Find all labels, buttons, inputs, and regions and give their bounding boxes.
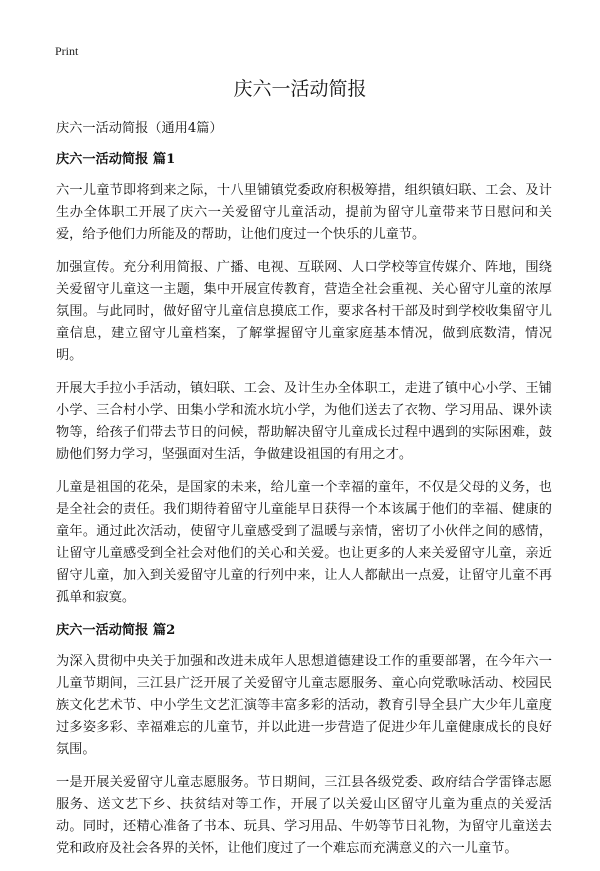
paragraph: 六一儿童节即将到来之际，十八里铺镇党委政府积极筹措，组织镇妇联、工会、及计生办全体职工开展了庆六一关爱留守儿童活动，提前为留守儿童带来节日慰问和关爱，给予他们力所能及的帮助，让他们度过一个快乐的儿童节。 [56, 183, 552, 242]
article-subtitle: 庆六一活动简报（通用4篇） [56, 121, 223, 136]
paragraph: 一是开展关爱留守儿童志愿服务。节日期间，三江县各级党委、政府结合学雷锋志愿服务、送文艺下乡、扶贫结对等工作，开展了以关爱山区留守儿童为重点的关爱活动。同时，还精心准备了书本、玩具、学习用品、牛奶等节日礼物，为留守儿童送去党和政府及社会各界的关怀，让他们度过了一个难忘而充满意义的六一儿童节。 [56, 775, 552, 856]
paragraph: 开展大手拉小手活动，镇妇联、工会、及计生办全体职工，走进了镇中心小学、王铺小学、三合村小学、田集小学和流水坑小学，为他们送去了衣物、学习用品、课外读物等，给孩子们带去节日的问候，帮助解决留守儿童成长过程中遇到的实际困难，鼓励他们努力学习，坚强面对生活，争做建设祖国的有用之才。 [56, 381, 552, 462]
section-heading: 庆六一活动简报 篇2 [56, 623, 176, 638]
section-2 [56, 620, 552, 860]
section-heading: 庆六一活动简报 篇1 [56, 152, 176, 167]
paragraph: 加强宣传。充分利用简报、广播、电视、互联网、人口学校等宣传媒介、阵地，围绕关爱留守儿童这一主题，集中开展宣传教育，营造全社会重视、关心留守儿童的浓厚氛围。与此同时，做好留守儿童信息摸底工作，要求各村干部及时到学校收集留守儿童信息，建立留守儿童档案，了解掌握留守儿童家庭基本情况，做到底数清，情况明。 [56, 260, 552, 363]
section-1 [56, 149, 552, 609]
paragraph: 儿童是祖国的花朵，是国家的未来，给儿童一个幸福的童年，不仅是父母的义务，也是全社会的责任。我们期待着留守儿童能早日获得一个本该属于他们的幸福、健康的童年。通过此次活动，使留守儿童感受到了温暖与亲情，密切了小伙伴之间的感情，让留守儿童感受到全社会对他们的关心和关爱。也让更多的人来关爱留守儿童，亲近留守儿童，加入到关爱留守儿童的行列中来，让人人都献出一点爱，让留守儿童不再孤单和寂寞。 [56, 480, 552, 605]
paragraph: 为深入贯彻中央关于加强和改进未成年人思想道德建设工作的重要部署，在今年六一儿童节期间，三江县广泛开展了关爱留守儿童志愿服务、童心向党歌咏活动、校园民族文化艺术节、中小学生文艺汇演等丰富多彩的活动，教育引导全县广大少年儿童度过多姿多彩、幸福难忘的儿童节，并以此进一步营造了促进少年儿童健康成长的良好氛围。 [56, 654, 552, 757]
print-link[interactable]: Print [55, 44, 79, 58]
page-title: 庆六一活动简报 [233, 78, 367, 100]
article-body [56, 118, 552, 871]
